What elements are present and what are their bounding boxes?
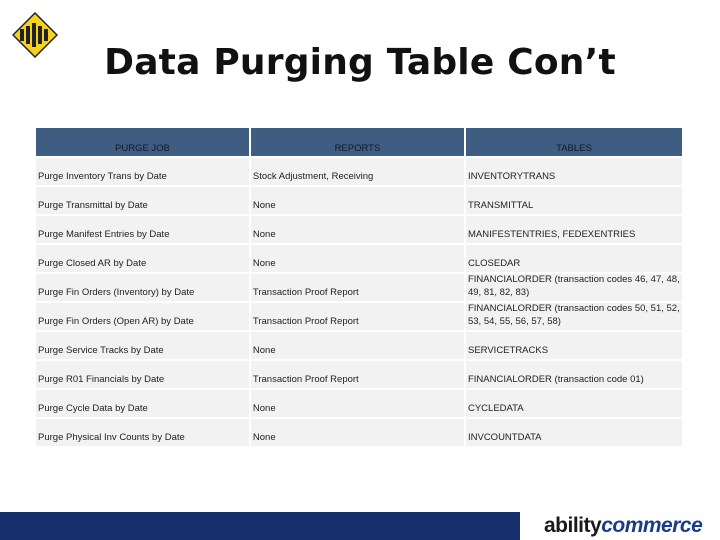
- header-purge-job: PURGE JOB: [36, 128, 249, 156]
- table-row: [36, 390, 682, 417]
- table-row: [36, 216, 682, 243]
- table-row: [36, 419, 682, 446]
- cell-reports: None: [251, 216, 464, 243]
- cell-tables: CYCLEDATA: [466, 390, 682, 417]
- cell-purge-job: Purge Physical Inv Counts by Date: [36, 419, 249, 446]
- table-row: [36, 332, 682, 359]
- cell-purge-job: Purge Closed AR by Date: [36, 245, 249, 272]
- cell-tables: CLOSEDAR: [466, 245, 682, 272]
- cell-reports: None: [251, 390, 464, 417]
- cell-tables: SERVICETRACKS: [466, 332, 682, 359]
- purge-table: [34, 126, 684, 448]
- table-row: [36, 158, 682, 185]
- footer-bar: [0, 512, 520, 540]
- header-reports: REPORTS: [251, 128, 464, 156]
- table-row: [36, 245, 682, 272]
- cell-purge-job: Purge Manifest Entries by Date: [36, 216, 249, 243]
- cell-purge-job: Purge Inventory Trans by Date: [36, 158, 249, 185]
- cell-purge-job: Purge Fin Orders (Inventory) by Date: [36, 274, 249, 301]
- cell-tables-text: FINANCIALORDER (transaction codes 46, 47, 48, 49, 81, 82, 83): [467, 274, 680, 298]
- cell-tables: INVCOUNTDATA: [466, 419, 682, 446]
- cell-purge-job: Purge Fin Orders (Open AR) by Date: [36, 303, 249, 330]
- cell-purge-job: Purge Cycle Data by Date: [36, 390, 249, 417]
- cell-reports: None: [251, 332, 464, 359]
- cell-reports: None: [251, 419, 464, 446]
- table-row: [36, 361, 682, 388]
- slide-title: Data Purging Table Con’t: [104, 42, 616, 83]
- cell-purge-job: Purge Transmittal by Date: [36, 187, 249, 214]
- cell-tables: TRANSMITTAL: [466, 187, 682, 214]
- cell-tables: INVENTORYTRANS: [466, 158, 682, 185]
- cell-reports: None: [251, 187, 464, 214]
- cell-reports: None: [251, 245, 464, 272]
- cell-reports: Transaction Proof Report: [251, 361, 464, 388]
- cell-reports: Transaction Proof Report: [251, 303, 464, 330]
- cell-tables: [466, 303, 682, 330]
- brand-name-part2: commerce: [601, 514, 703, 537]
- table-row: [36, 187, 682, 214]
- table-header-row: [36, 128, 682, 156]
- cell-purge-job: Purge R01 Financials by Date: [36, 361, 249, 388]
- cell-reports: Transaction Proof Report: [251, 274, 464, 301]
- cell-tables-text: FINANCIALORDER (transaction codes 50, 51, 52, 53, 54, 55, 56, 57, 58): [467, 303, 680, 327]
- cell-tables: [466, 274, 682, 301]
- brand-logo: [544, 514, 702, 538]
- cell-purge-job: Purge Service Tracks by Date: [36, 332, 249, 359]
- cell-tables: MANIFESTENTRIES, FEDEXENTRIES: [466, 216, 682, 243]
- cell-tables: FINANCIALORDER (transaction code 01): [466, 361, 682, 388]
- brand-name-part1: ability: [544, 514, 602, 537]
- table-row: [36, 303, 682, 330]
- table-row: [36, 274, 682, 301]
- cell-reports: Stock Adjustment, Receiving: [251, 158, 464, 185]
- footer: [0, 512, 720, 540]
- header-tables: TABLES: [466, 128, 682, 156]
